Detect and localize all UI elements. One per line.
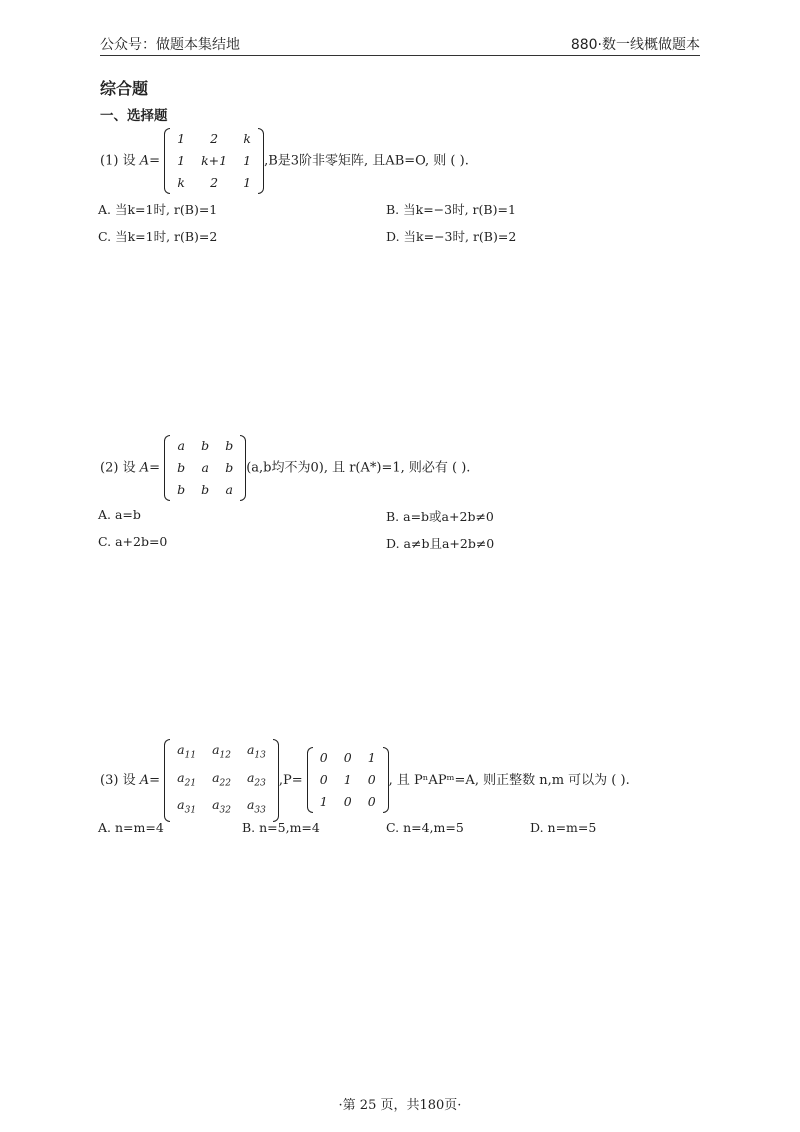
q2-m02: b [225, 438, 234, 453]
q2-m11: a [201, 460, 209, 475]
q3-p10: 0 [319, 772, 328, 788]
q3-p21: 0 [343, 794, 352, 810]
q3-a21: $a_{32}$ [212, 797, 231, 816]
q3-option-c[interactable]: C. n=4,m=5 [386, 820, 464, 835]
q1-m22: 1 [243, 175, 252, 190]
q1-m21: 2 [210, 175, 219, 190]
q3-p00: 0 [319, 750, 328, 766]
q2-var: A [139, 460, 150, 476]
q1-option-a[interactable]: A. 当k=1时, r(B)=1 [98, 202, 218, 217]
q2-option-d[interactable]: D. a≠b且a+2b≠0 [386, 536, 495, 551]
q2-pre: 设 [122, 460, 136, 476]
q1-var: A [139, 153, 150, 169]
q3-p22: 0 [367, 794, 376, 810]
q3-post: , 且 PⁿAPᵐ=A, 则正整数 n,m 可以为 ( ). [388, 772, 630, 788]
q1-pre: 设 [122, 153, 136, 169]
q1-m12: 1 [243, 153, 252, 168]
q2-number: (2) [100, 460, 119, 476]
q3-option-b[interactable]: B. n=5,m=4 [242, 820, 320, 835]
header-left: 公众号：做题本集结地 [100, 37, 240, 53]
q3-option-d[interactable]: D. n=m=5 [530, 820, 597, 835]
question-1 [100, 128, 469, 194]
q1-option-b[interactable]: B. 当k=−3时, r(B)=1 [386, 202, 516, 217]
q3-matrix-p [307, 747, 389, 813]
page-footer: ·第 25 页，共180页· [338, 1098, 462, 1113]
q3-a00: $a_{11}$ [177, 742, 197, 761]
subsection-title: 一、选择题 [100, 108, 168, 124]
q1-eq: = [149, 153, 161, 169]
q1-m00: 1 [177, 131, 186, 146]
q3-a12: $a_{23}$ [246, 769, 266, 788]
q1-m10: 1 [177, 153, 186, 168]
q2-option-a[interactable]: A. a=b [98, 507, 141, 522]
q3-p12: 0 [367, 772, 376, 788]
q1-option-d[interactable]: D. 当k=−3时, r(B)=2 [386, 229, 517, 244]
q3-number: (3) [100, 772, 119, 788]
q3-matrix-a [164, 739, 279, 822]
header-right: 880·数一线概做题本 [570, 37, 700, 53]
q2-eq: = [149, 460, 161, 476]
q3-p02: 1 [367, 750, 376, 766]
q3-p20: 1 [319, 794, 328, 810]
q3-eq: = [149, 772, 161, 788]
question-3 [100, 739, 630, 822]
q2-post: (a,b均不为0), 且 r(A*)=1, 则必有 ( ). [246, 460, 471, 476]
q1-m01: 2 [210, 131, 219, 146]
q2-m20: b [177, 482, 186, 497]
q2-option-b[interactable]: B. a=b或a+2b≠0 [386, 509, 494, 524]
q3-option-a[interactable]: A. n=m=4 [98, 820, 164, 835]
q2-matrix [164, 435, 246, 501]
question-2 [100, 435, 470, 501]
q2-m22: a [225, 482, 233, 497]
q1-matrix [164, 128, 264, 194]
q2-option-c[interactable]: C. a+2b=0 [98, 534, 168, 549]
q3-a10: $a_{21}$ [177, 769, 197, 788]
q2-m10: b [177, 460, 186, 475]
q3-var: A [139, 772, 150, 788]
q3-pre: 设 [122, 772, 136, 788]
q1-m02: k [243, 131, 251, 146]
q1-number: (1) [100, 153, 119, 169]
q1-m20: k [177, 175, 185, 190]
q3-a11: $a_{22}$ [212, 769, 231, 788]
q2-m00: a [177, 438, 185, 453]
q3-p01: 0 [343, 750, 352, 766]
q3-a02: $a_{13}$ [246, 742, 266, 761]
q1-option-c[interactable]: C. 当k=1时, r(B)=2 [98, 229, 218, 244]
header-rule [100, 55, 700, 56]
q3-a01: $a_{12}$ [212, 742, 231, 761]
q1-m11: k+1 [201, 153, 228, 168]
q2-m12: b [225, 460, 234, 475]
q2-m21: b [201, 482, 210, 497]
q3-mid: ,P= [278, 772, 303, 788]
q1-post: ,B是3阶非零矩阵, 且AB=O, 则 ( ). [264, 153, 469, 169]
q3-a20: $a_{31}$ [177, 797, 197, 816]
q2-m01: b [201, 438, 210, 453]
q3-p11: 1 [343, 772, 352, 788]
section-title: 综合题 [100, 79, 149, 98]
q3-a22: $a_{33}$ [246, 797, 266, 816]
